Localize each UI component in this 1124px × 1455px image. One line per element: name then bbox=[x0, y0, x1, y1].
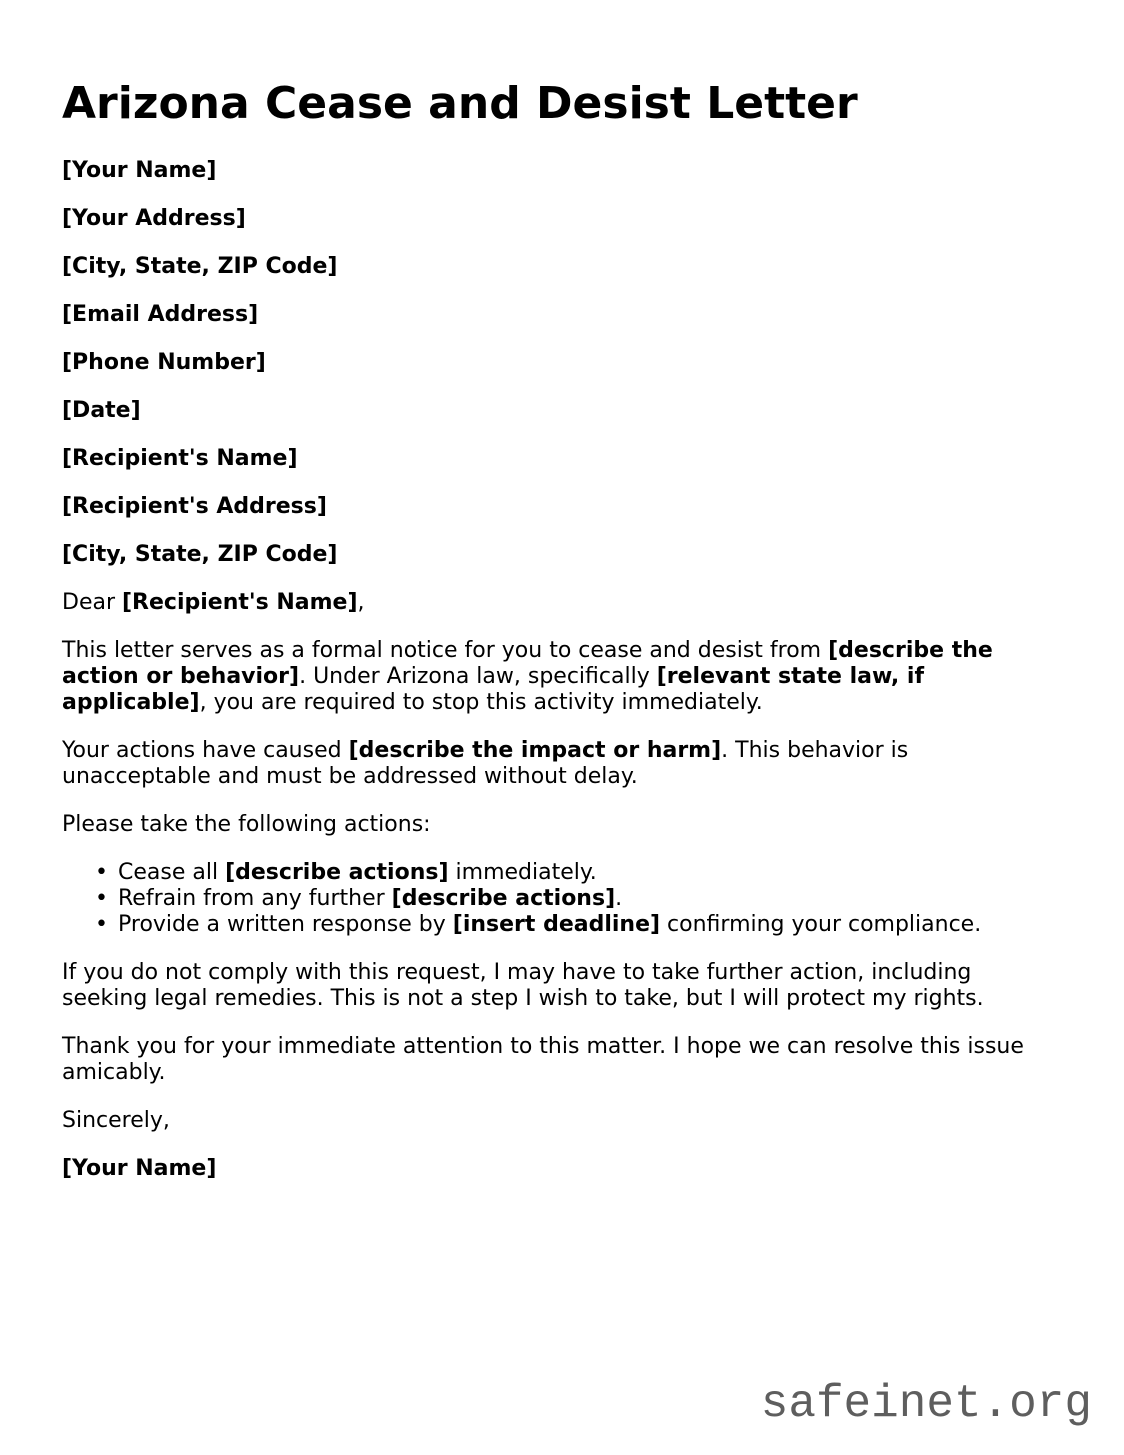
text-segment: , you are required to stop this activity immediately. bbox=[199, 689, 763, 715]
recipient-address-line: [Recipient's Address] bbox=[62, 493, 327, 519]
actions-placeholder: [describe actions] bbox=[391, 885, 616, 911]
sender-name-line: [Your Name] bbox=[62, 157, 217, 183]
text-segment: Provide a written response by bbox=[118, 911, 453, 937]
text-segment: Cease all bbox=[118, 859, 226, 885]
law-placeholder: [relevant state law, if applicable] bbox=[62, 663, 925, 715]
text-segment: Your actions have caused bbox=[62, 737, 349, 763]
deadline-placeholder: [insert deadline] bbox=[452, 911, 661, 937]
recipient-name-line: [Recipient's Name] bbox=[62, 445, 298, 471]
watermark: safeinet.org bbox=[760, 1378, 1092, 1430]
paragraph-consequences: If you do not comply with this request, I may have to take further action, including seeking legal remedies. This is not a step I wish to take, but I will protect my rights. bbox=[62, 959, 984, 1011]
text-segment: This letter serves as a formal notice for you to cease and desist from bbox=[62, 637, 829, 663]
actions-list bbox=[62, 860, 1062, 938]
salutation bbox=[62, 590, 1062, 616]
actions-placeholder: [describe actions] bbox=[225, 859, 449, 885]
text-segment: . Under Arizona law, specifically bbox=[299, 663, 657, 689]
date-line: [Date] bbox=[62, 397, 141, 423]
text-segment: . This behavior is unacceptable and must be addressed without delay. bbox=[62, 737, 909, 789]
sender-phone-line: [Phone Number] bbox=[62, 349, 266, 375]
signature-name: [Your Name] bbox=[62, 1155, 217, 1181]
sender-address-line: [Your Address] bbox=[62, 205, 246, 231]
paragraph-notice bbox=[62, 638, 1062, 716]
text-segment: immediately. bbox=[448, 859, 597, 885]
recipient-city-state-zip-line: [City, State, ZIP Code] bbox=[62, 541, 338, 567]
text-segment: . bbox=[615, 885, 623, 911]
text-segment: confirming your compliance. bbox=[660, 911, 982, 937]
impact-placeholder: [describe the impact or harm] bbox=[348, 737, 722, 763]
sender-email-line: [Email Address] bbox=[62, 301, 259, 327]
sender-city-state-zip-line: [City, State, ZIP Code] bbox=[62, 253, 338, 279]
closing: Sincerely, bbox=[62, 1107, 170, 1133]
action-placeholder: [describe the action or behavior] bbox=[62, 637, 993, 689]
action-item-cease bbox=[62, 860, 1062, 886]
text-segment: Refrain from any further bbox=[118, 885, 392, 911]
paragraph-thanks: Thank you for your immediate attention to this matter. I hope we can resolve this issue amicably. bbox=[62, 1033, 1024, 1085]
salutation-prefix: Dear bbox=[62, 589, 122, 615]
recipient-name-placeholder: [Recipient's Name] bbox=[122, 589, 358, 615]
page-title: Arizona Cease and Desist Letter bbox=[62, 78, 858, 129]
action-item-respond bbox=[62, 912, 1062, 938]
paragraph-actions-intro: Please take the following actions: bbox=[62, 811, 431, 837]
salutation-suffix: , bbox=[357, 589, 365, 615]
action-item-refrain bbox=[62, 886, 1062, 912]
paragraph-impact bbox=[62, 738, 1062, 790]
